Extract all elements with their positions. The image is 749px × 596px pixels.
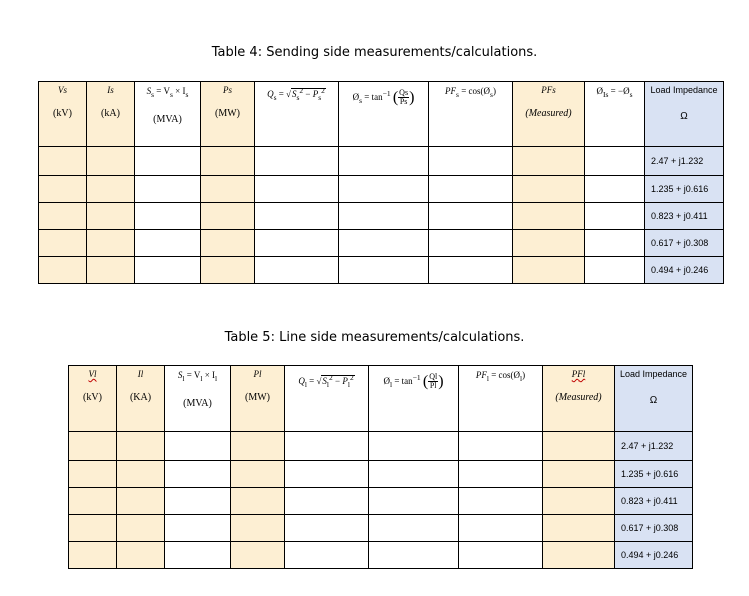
ps-symbol: Ps (223, 85, 232, 95)
table-row (69, 542, 693, 569)
input-cell[interactable] (255, 257, 339, 284)
input-cell[interactable] (231, 432, 285, 461)
is-unit: (kA) (101, 108, 120, 119)
input-cell[interactable] (339, 203, 429, 230)
input-cell[interactable] (285, 515, 369, 542)
input-cell[interactable] (255, 230, 339, 257)
ql-formula: $Q_l = √S_l^2 - P_l^2$ (298, 373, 354, 389)
input-cell[interactable] (165, 461, 231, 488)
impedance-value: 1.235 + j0.616 (645, 176, 724, 203)
input-cell[interactable] (135, 257, 201, 284)
input-cell[interactable] (165, 432, 231, 461)
input-cell[interactable] (117, 488, 165, 515)
input-cell[interactable] (135, 203, 201, 230)
input-cell[interactable] (459, 488, 543, 515)
input-cell[interactable] (429, 230, 513, 257)
input-cell[interactable] (165, 515, 231, 542)
input-cell[interactable] (585, 176, 645, 203)
table4-header-row (39, 82, 724, 147)
input-cell[interactable] (201, 257, 255, 284)
input-cell[interactable] (39, 147, 87, 176)
input-cell[interactable] (69, 515, 117, 542)
input-cell[interactable] (369, 461, 459, 488)
impedance-value: 2.47 + j1.232 (615, 432, 693, 461)
input-cell[interactable] (201, 203, 255, 230)
impedance-value: 0.494 + j0.246 (645, 257, 724, 284)
vl-unit: (kV) (83, 392, 102, 403)
input-cell[interactable] (369, 488, 459, 515)
impedance-value: 0.823 + j0.411 (645, 203, 724, 230)
input-cell[interactable] (231, 488, 285, 515)
header-pfs-measured (513, 82, 585, 147)
ps-unit: (MW) (215, 108, 240, 119)
table-row (69, 515, 693, 542)
table-row (39, 203, 724, 230)
input-cell[interactable] (285, 542, 369, 569)
input-cell[interactable] (87, 230, 135, 257)
input-cell[interactable] (69, 488, 117, 515)
header-ps (201, 82, 255, 147)
table-row (39, 230, 724, 257)
vl-symbol: Vl (88, 369, 97, 379)
qs-formula: $Q_s = √S_s^2 - P_s^2$ (267, 86, 325, 102)
input-cell[interactable] (459, 461, 543, 488)
input-cell[interactable] (429, 147, 513, 176)
table-row (69, 461, 693, 488)
table-row (39, 257, 724, 284)
input-cell[interactable] (255, 147, 339, 176)
input-cell[interactable] (585, 257, 645, 284)
header-sl (165, 366, 231, 432)
input-cell[interactable] (87, 257, 135, 284)
input-cell[interactable] (339, 230, 429, 257)
input-cell[interactable] (231, 542, 285, 569)
input-cell[interactable] (459, 432, 543, 461)
input-cell[interactable] (87, 176, 135, 203)
vs-symbol: Vs (58, 85, 67, 95)
sl-unit: (MVA) (183, 397, 212, 409)
pfs-measured-symbol: PFs (541, 85, 556, 95)
header-pfl (459, 366, 543, 432)
pfl-measured-symbol: PFl (571, 369, 586, 379)
pl-unit: (MW) (245, 392, 270, 403)
header-load-impedance (615, 366, 693, 432)
pfs-formula: $PF_s$ = $\cos(Ø_s)$ (445, 86, 496, 99)
input-cell[interactable] (165, 542, 231, 569)
sl-formula: $S_l = V_l \times I_l$ (177, 370, 218, 383)
impedance-value: 0.494 + j0.246 (615, 542, 693, 569)
table5 (68, 365, 693, 569)
input-cell[interactable] (339, 257, 429, 284)
input-cell[interactable] (117, 432, 165, 461)
ss-formula: $S_s = V_s \times I_s$ (146, 86, 189, 99)
input-cell[interactable] (39, 176, 87, 203)
input-cell[interactable] (543, 542, 615, 569)
input-cell[interactable] (429, 203, 513, 230)
impedance-value: 0.823 + j0.411 (615, 488, 693, 515)
input-cell[interactable] (201, 147, 255, 176)
input-cell[interactable] (285, 461, 369, 488)
input-cell[interactable] (135, 176, 201, 203)
pfs-measured-note: (Measured) (525, 108, 572, 119)
input-cell[interactable] (543, 461, 615, 488)
header-phis (339, 82, 429, 147)
header-is (87, 82, 135, 147)
il-unit: (KA) (129, 392, 152, 403)
header-pl (231, 366, 285, 432)
phis-formula: $Ø_s = \tan^{-1}$ ( $\frac{Qs}{Ps}$ ) (352, 88, 415, 107)
input-cell[interactable] (255, 203, 339, 230)
phil-formula: $Ø_l = \tan^{-1}$ ( $\frac{Ql}{Pl}$ ) (383, 372, 444, 391)
input-cell[interactable] (87, 147, 135, 176)
input-cell[interactable] (165, 488, 231, 515)
impedance-value: 1.235 + j0.616 (615, 461, 693, 488)
input-cell[interactable] (117, 542, 165, 569)
header-load-impedance (645, 82, 724, 147)
ohm-unit: Ω (649, 395, 658, 406)
input-cell[interactable] (369, 515, 459, 542)
input-cell[interactable] (339, 147, 429, 176)
impedance-value: 0.617 + j0.308 (645, 230, 724, 257)
input-cell[interactable] (231, 515, 285, 542)
input-cell[interactable] (135, 230, 201, 257)
input-cell[interactable] (459, 542, 543, 569)
impedance-value: 2.47 + j1.232 (645, 147, 724, 176)
load-impedance-title: Load Impedance (650, 85, 718, 95)
input-cell[interactable] (117, 515, 165, 542)
il-symbol: Il (137, 369, 144, 379)
input-cell[interactable] (585, 147, 645, 176)
input-cell[interactable] (513, 176, 585, 203)
input-cell[interactable] (69, 461, 117, 488)
table-row (39, 147, 724, 176)
input-cell[interactable] (87, 203, 135, 230)
header-ss (135, 82, 201, 147)
input-cell[interactable] (585, 203, 645, 230)
input-cell[interactable] (39, 230, 87, 257)
input-cell[interactable] (135, 147, 201, 176)
input-cell[interactable] (429, 176, 513, 203)
input-cell[interactable] (429, 257, 513, 284)
input-cell[interactable] (459, 515, 543, 542)
header-phil (369, 366, 459, 432)
input-cell[interactable] (369, 542, 459, 569)
input-cell[interactable] (39, 203, 87, 230)
input-cell[interactable] (585, 230, 645, 257)
header-qs (255, 82, 339, 147)
input-cell[interactable] (369, 432, 459, 461)
input-cell[interactable] (285, 488, 369, 515)
ss-unit: (MVA) (153, 113, 182, 125)
table-row (69, 488, 693, 515)
impedance-value: 0.617 + j0.308 (615, 515, 693, 542)
header-ql (285, 366, 369, 432)
input-cell[interactable] (513, 203, 585, 230)
input-cell[interactable] (339, 176, 429, 203)
input-cell[interactable] (231, 461, 285, 488)
header-pfs (429, 82, 513, 147)
is-symbol: Is (107, 85, 114, 95)
input-cell[interactable] (513, 257, 585, 284)
header-vl (69, 366, 117, 432)
table4-caption: Table 4: Sending side measurements/calculations. (211, 45, 538, 60)
pfl-formula: $PF_l$ = $\cos(Ø_l)$ (475, 370, 526, 383)
header-pfl-measured (543, 366, 615, 432)
header-phi-is (585, 82, 645, 147)
pl-symbol: Pl (253, 369, 262, 379)
ohm-unit: Ω (680, 111, 688, 122)
header-il (117, 366, 165, 432)
load-impedance-title: Load Impedance (619, 369, 688, 379)
phi-is-formula: $Ø_{Is}$ = $-Ø_s$ (596, 86, 633, 99)
input-cell[interactable] (285, 432, 369, 461)
vs-unit: (kV) (53, 108, 72, 119)
input-cell[interactable] (513, 147, 585, 176)
table5-header-row (69, 366, 693, 432)
input-cell[interactable] (543, 488, 615, 515)
input-cell[interactable] (69, 542, 117, 569)
table-row (39, 176, 724, 203)
input-cell[interactable] (513, 230, 585, 257)
input-cell[interactable] (543, 515, 615, 542)
input-cell[interactable] (69, 432, 117, 461)
input-cell[interactable] (201, 176, 255, 203)
table4 (38, 81, 724, 284)
pfl-measured-note: (Measured) (555, 392, 602, 403)
input-cell[interactable] (117, 461, 165, 488)
input-cell[interactable] (255, 176, 339, 203)
table-row (69, 432, 693, 461)
input-cell[interactable] (39, 257, 87, 284)
header-vs (39, 82, 87, 147)
table5-caption: Table 5: Line side measurements/calculations. (224, 330, 525, 345)
input-cell[interactable] (201, 230, 255, 257)
input-cell[interactable] (543, 432, 615, 461)
